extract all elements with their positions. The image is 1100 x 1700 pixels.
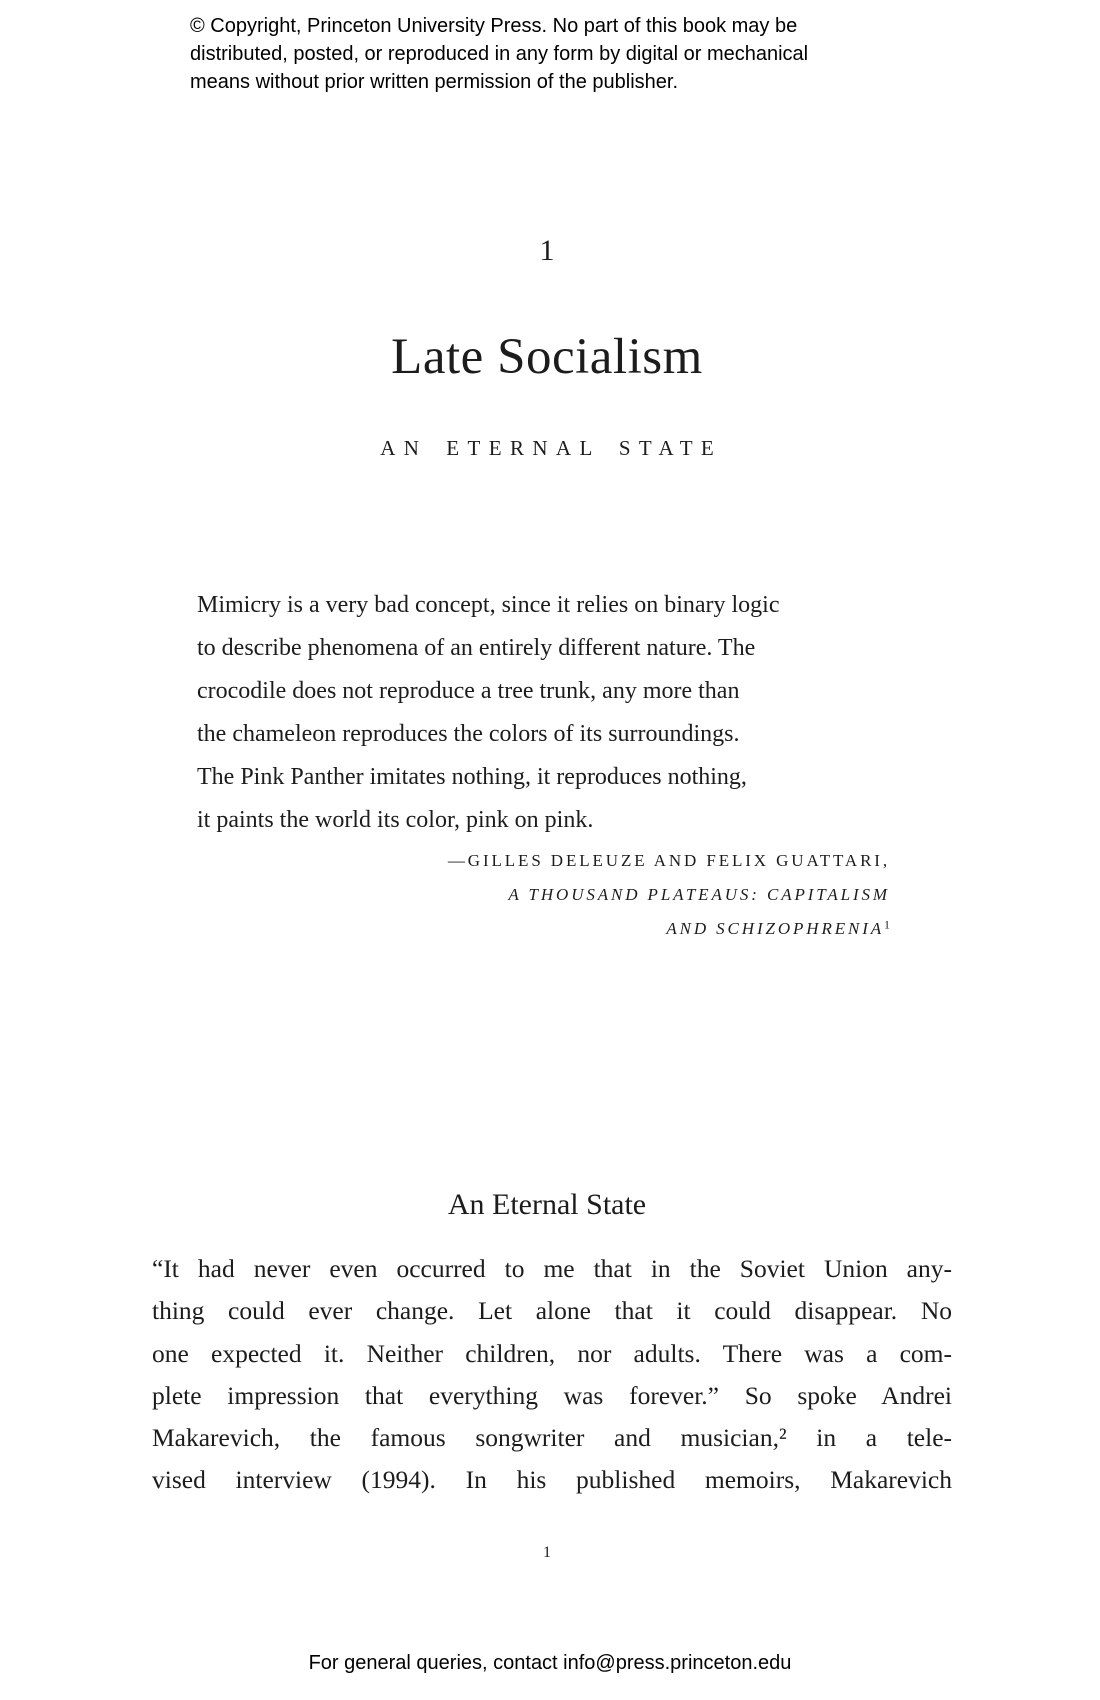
attribution-authors: —GILLES DELEUZE AND FELIX GUATTARI, bbox=[447, 851, 890, 870]
attribution-work-title-line2 bbox=[197, 912, 890, 946]
body-line: vised interview (1994). In his published memoirs, Makarevich bbox=[152, 1465, 952, 1495]
chapter-subtitle: AN ETERNAL STATE bbox=[380, 436, 723, 460]
section-heading: An Eternal State bbox=[447, 1188, 647, 1221]
chapter-title: Late Socialism bbox=[391, 329, 703, 385]
body-line: Makarevich, the famous songwriter and musician,² in a tele- bbox=[152, 1423, 952, 1453]
epigraph-line: crocodile does not reproduce a tree trunk, any more than bbox=[197, 678, 740, 704]
epigraph-quote bbox=[197, 584, 897, 842]
copyright-line: distributed, posted, or reproduced in any form by digital or mechanical bbox=[190, 43, 809, 65]
footer-contact-note: For general queries, contact info@press.princeton.edu bbox=[308, 1652, 792, 1674]
body-line: thing could ever change. Let alone that it could disappear. No bbox=[152, 1296, 952, 1326]
epigraph-line: it paints the world its color, pink on pink. bbox=[197, 807, 594, 833]
copyright-line: means without prior written permission of the publisher. bbox=[190, 71, 679, 93]
copyright-line: © Copyright, Princeton University Press. No part of this book may be bbox=[190, 15, 798, 37]
attribution-work-text: AND SCHIZOPHRENIA bbox=[666, 919, 885, 938]
chapter-number: 1 bbox=[539, 234, 555, 267]
epigraph-line: to describe phenomena of an entirely different nature. The bbox=[197, 635, 756, 661]
epigraph-attribution bbox=[197, 844, 890, 946]
footnote-reference: 1 bbox=[884, 917, 890, 932]
body-line: one expected it. Neither children, nor adults. There was a com- bbox=[152, 1338, 952, 1368]
epigraph-line: The Pink Panther imitates nothing, it reproduces nothing, bbox=[197, 764, 747, 790]
body-line: plete impression that everything was forever.” So spoke Andrei bbox=[152, 1380, 952, 1410]
epigraph-line: the chameleon reproduces the colors of its surroundings. bbox=[197, 721, 740, 747]
body-paragraph bbox=[152, 1248, 952, 1502]
body-line: “It had never even occurred to me that in the Soviet Union any- bbox=[152, 1254, 952, 1283]
page-number: 1 bbox=[543, 1544, 551, 1561]
copyright-notice bbox=[190, 12, 890, 96]
attribution-work-title-line1: A THOUSAND PLATEAUS: CAPITALISM bbox=[508, 885, 890, 904]
epigraph-line: Mimicry is a very bad concept, since it relies on binary logic bbox=[197, 592, 780, 618]
